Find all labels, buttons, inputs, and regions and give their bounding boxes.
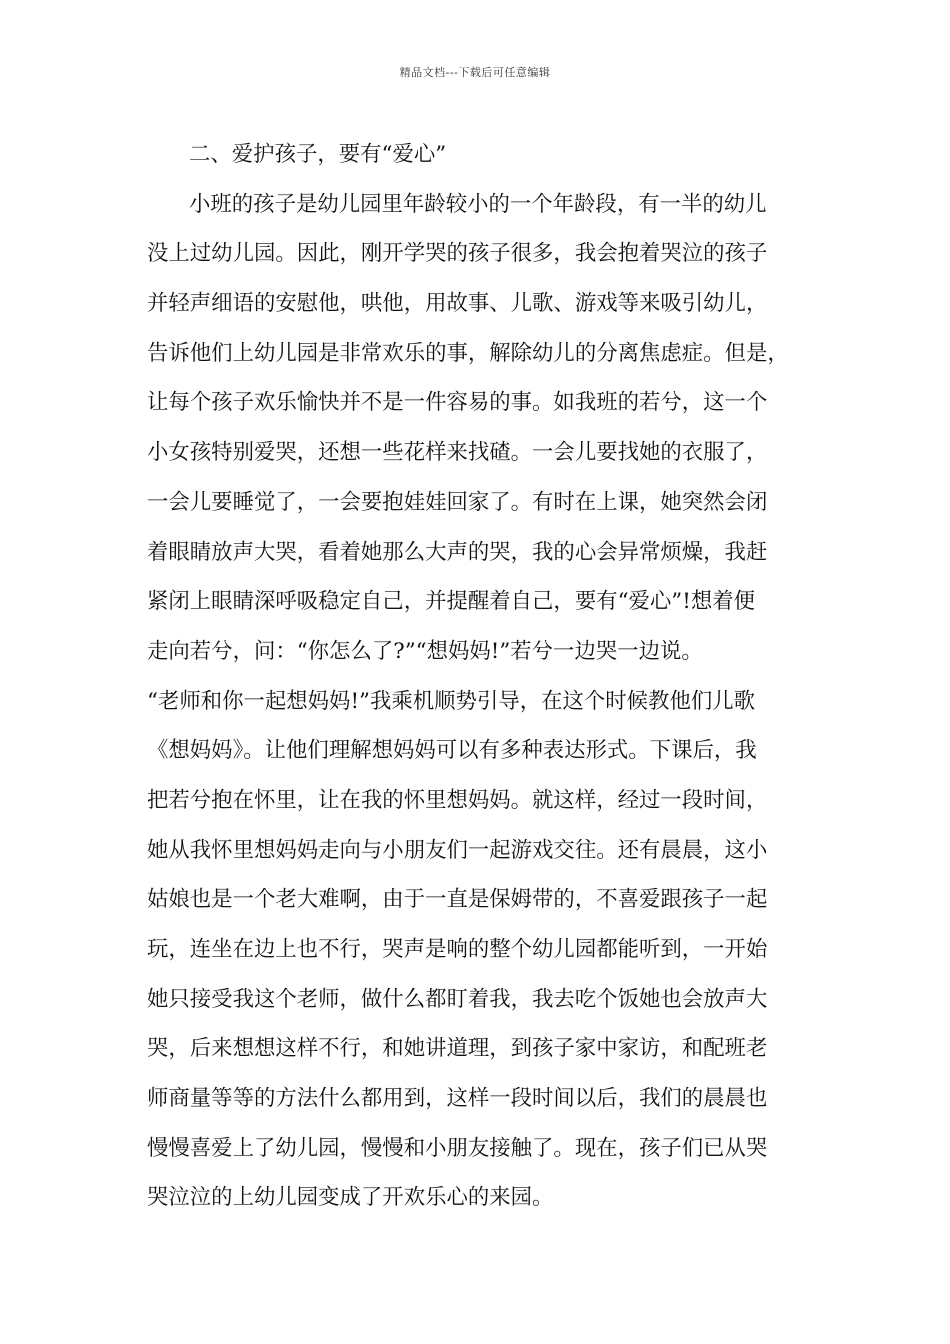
paragraph-line: 玩，连坐在边上也不行，哭声是响的整个幼儿园都能听到，一开始 <box>147 937 768 962</box>
paragraph-line: 慢慢喜爱上了幼儿园，慢慢和小朋友接触了。现在，孩子们已从哭 <box>147 1135 768 1161</box>
paragraph-line: 她从我怀里想妈妈走向与小朋友们一起游戏交往。还有晨晨，这小 <box>147 837 768 863</box>
paragraph-line: 让每个孩子欢乐愉快并不是一件容易的事。如我班的若兮，这一个 <box>147 390 768 416</box>
paragraph-line: 哭，后来想想这样不行，和她讲道理，到孩子家中家访，和配班老 <box>147 1036 768 1062</box>
paragraph-line: 她只接受我这个老师，做什么都盯着我，我去吃个饭她也会放声大 <box>147 986 768 1012</box>
paragraph-line: 把若兮抱在怀里，让在我的怀里想妈妈。就这样，经过一段时间， <box>147 787 768 813</box>
page-header: 精品文档---下载后可任意编辑 <box>399 66 551 79</box>
paragraph-line: 一会儿要睡觉了，一会要抱娃娃回家了。有时在上课，她突然会闭 <box>147 489 768 515</box>
paragraph-line: 哭泣泣的上幼儿园变成了开欢乐心的来园。 <box>147 1185 554 1211</box>
paragraph-line: 走向若兮，问：“你怎么了?”“想妈妈!”若兮一边哭一边说。 <box>147 638 703 664</box>
paragraph-line: 并轻声细语的安慰他，哄他，用故事、儿歌、游戏等来吸引幼儿， <box>147 291 768 317</box>
paragraph-line: 紧闭上眼睛深呼吸稳定自己，并提醒着自己，要有“爱心”!想着便 <box>147 589 756 615</box>
paragraph-line: 告诉他们上幼儿园是非常欢乐的事，解除幼儿的分离焦虑症。但是， <box>147 340 789 366</box>
document-body <box>147 130 822 1223</box>
paragraph-line: 小班的孩子是幼儿园里年龄较小的一个年龄段，有一半的幼儿 <box>189 191 767 217</box>
section-heading: 二、爱护孩子，要有“爱心” <box>189 142 447 167</box>
paragraph-line: 师商量等等的方法什么都用到，这样一段时间以后，我们的晨晨也 <box>147 1086 768 1112</box>
paragraph-line: 姑娘也是一个老大难啊，由于一直是保姆带的，不喜爱跟孩子一起 <box>147 887 768 913</box>
paragraph-line: 着眼睛放声大哭，看着她那么大声的哭，我的心会异常烦燥，我赶 <box>147 539 768 565</box>
paragraph-line: “老师和你一起想妈妈!”我乘机顺势引导，在这个时候教他们儿歌 <box>147 688 756 714</box>
paragraph-line: 没上过幼儿园。因此，刚开学哭的孩子很多，我会抱着哭泣的孩子 <box>147 241 768 267</box>
paragraph-line: 《想妈妈》。让他们理解想妈妈可以有多种表达形式。下课后，我 <box>147 738 757 764</box>
paragraph-line: 小女孩特别爱哭，还想一些花样来找碴。一会儿要找她的衣服了， <box>147 440 768 466</box>
